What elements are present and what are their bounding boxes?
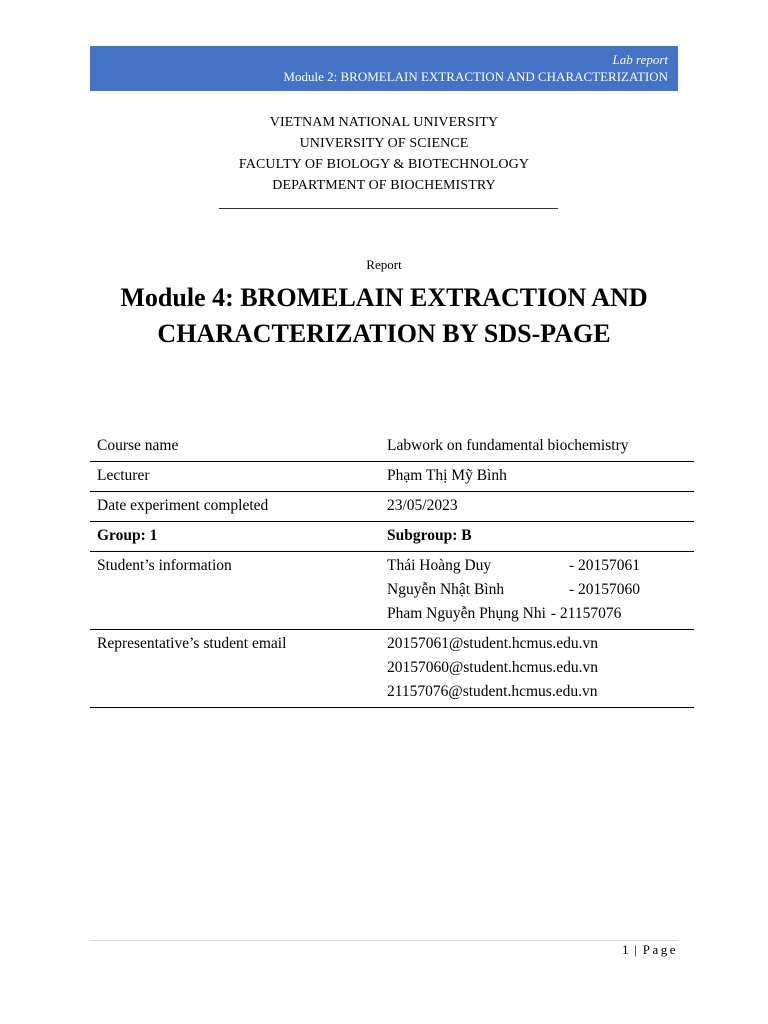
- footer-divider: [90, 940, 678, 941]
- students-list: [380, 552, 694, 630]
- table-row-course: [90, 432, 694, 462]
- divider-line: [219, 208, 558, 209]
- institution-block: [0, 112, 768, 196]
- title-line-2: CHARACTERIZATION BY SDS-PAGE: [157, 319, 611, 348]
- page-word: Page: [642, 942, 678, 957]
- page-title: [0, 280, 768, 352]
- page-number: 1: [622, 942, 629, 957]
- student-row: [387, 602, 687, 626]
- institution-department: DEPARTMENT OF BIOCHEMISTRY: [272, 178, 496, 193]
- info-table: [90, 432, 694, 708]
- table-row-students: [90, 552, 694, 630]
- course-label: Course name: [90, 432, 380, 462]
- email-label: Representative’s student email: [90, 630, 380, 708]
- table-row-date: [90, 492, 694, 522]
- student-name: Thái Hoàng Duy: [387, 557, 492, 574]
- student-row: [387, 554, 687, 578]
- group-label: Group: 1: [90, 522, 380, 552]
- table-row-lecturer: [90, 462, 694, 492]
- table-row-emails: [90, 630, 694, 708]
- title-line-1: Module 4: BROMELAIN EXTRACTION AND: [120, 283, 648, 312]
- student-row: [387, 578, 687, 602]
- institution-faculty: FACULTY OF BIOLOGY & BIOTECHNOLOGY: [238, 157, 530, 172]
- email-list: [380, 630, 694, 708]
- lecturer-label: Lecturer: [90, 462, 380, 492]
- email-item: 20157061@student.hcmus.edu.vn: [387, 635, 599, 652]
- lecturer-value: Phạm Thị Mỹ Bình: [380, 462, 694, 492]
- subgroup-label: Subgroup: B: [380, 522, 694, 552]
- student-id: - 21157076: [550, 605, 622, 622]
- date-value: 23/05/2023: [380, 492, 694, 522]
- email-item: 20157060@student.hcmus.edu.vn: [387, 659, 599, 676]
- student-id: - 20157061: [569, 557, 641, 574]
- institution-school: UNIVERSITY OF SCIENCE: [299, 136, 469, 151]
- table-row-group: [90, 522, 694, 552]
- date-label: Date experiment completed: [90, 492, 380, 522]
- header-module-title: Module 2: BROMELAIN EXTRACTION AND CHARACTERIZATION: [283, 69, 668, 84]
- header-band: [90, 46, 678, 91]
- email-item: 21157076@student.hcmus.edu.vn: [387, 683, 598, 700]
- page-separator: |: [634, 942, 637, 957]
- student-id: - 20157060: [569, 581, 641, 598]
- report-label: Report: [366, 257, 402, 272]
- course-value: Labwork on fundamental biochemistry: [380, 432, 694, 462]
- page-footer: [622, 942, 678, 958]
- header-doc-type: Lab report: [612, 52, 668, 67]
- institution-university: VIETNAM NATIONAL UNIVERSITY: [269, 115, 499, 130]
- student-name: Nguyễn Nhật Bình: [387, 581, 505, 598]
- students-label: Student’s information: [90, 552, 380, 630]
- student-name: Pham Nguyễn Phụng Nhi: [387, 605, 546, 622]
